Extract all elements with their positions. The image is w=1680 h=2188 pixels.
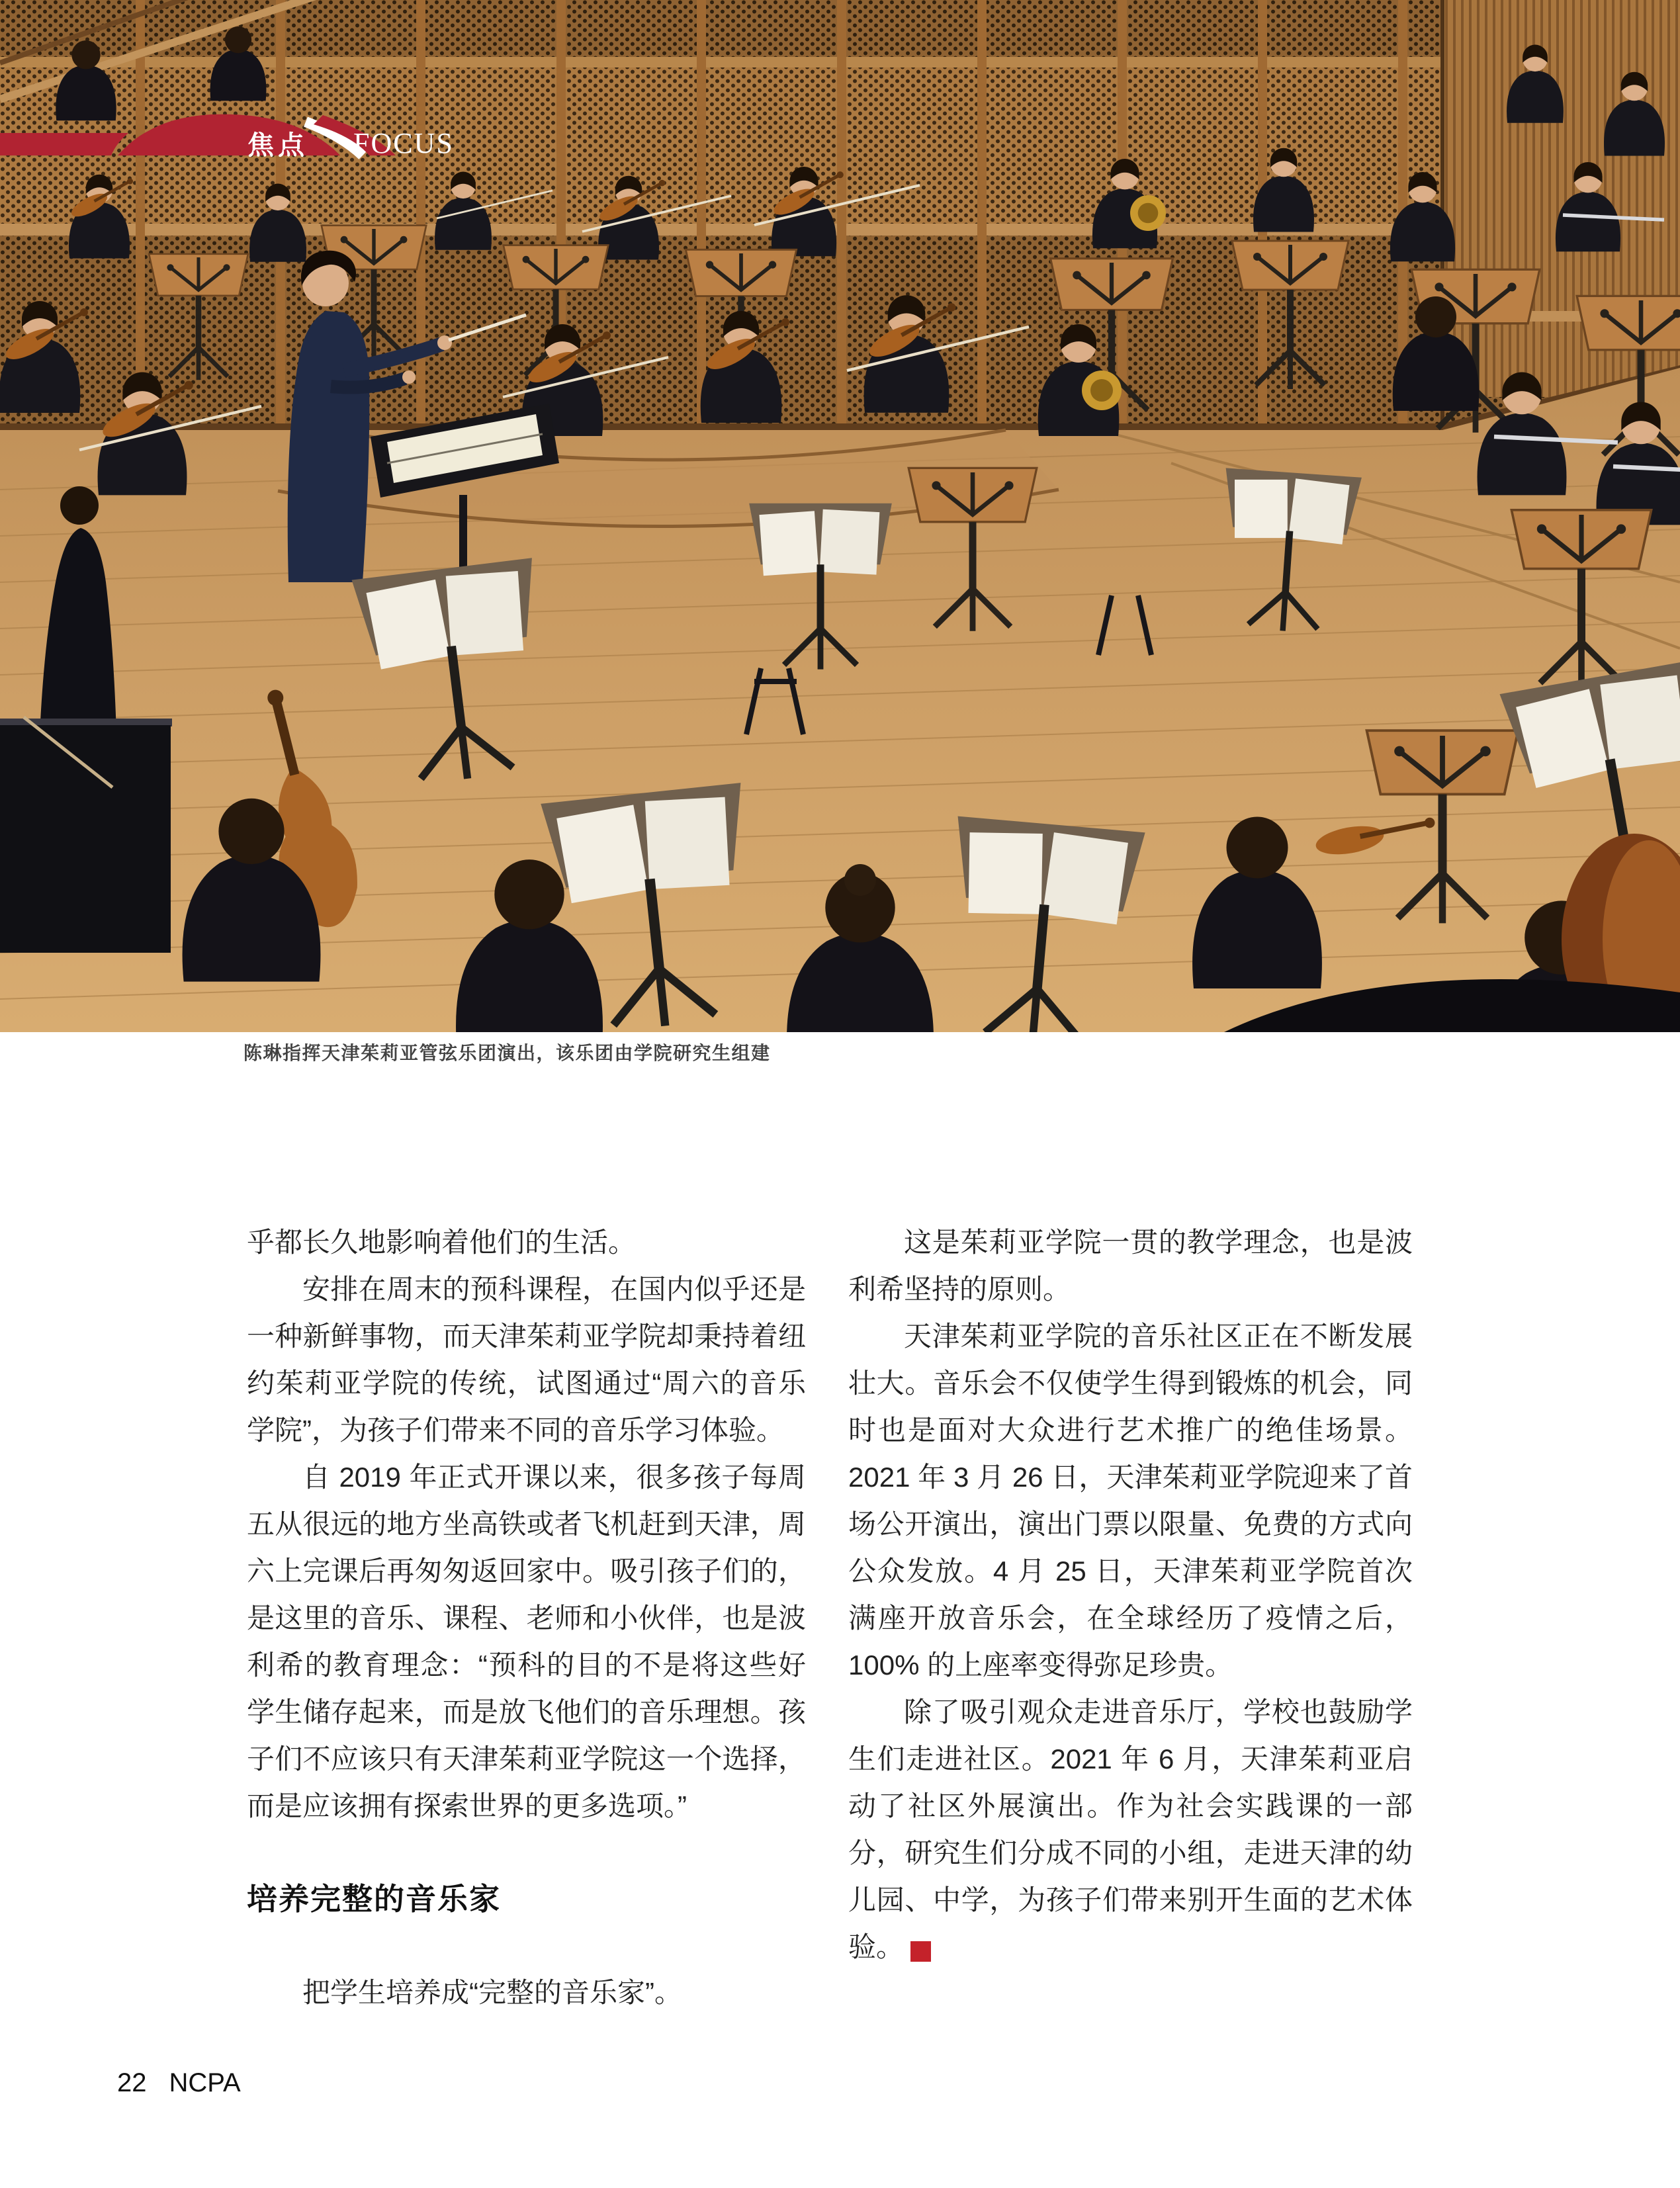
body-paragraph: 自 2019 年正式开课以来，很多孩子每周五从很远的地方坐高铁或者飞机赶到天津，周六上完课后再匆匆返回家中。吸引孩子们的，是这里的音乐、课程、老师和小伙伴，也是波利希的教育理念：“预科的目的不是将这些好学生储存起来，而是放飞他们的音乐理想。孩子们不应该只有天津茱莉亚学院这一个选择，而是应该拥有探索世界的更多选项。” xyxy=(247,1462,806,1821)
ncpa-end-mark-icon: NC PA xyxy=(910,1941,931,1962)
section-subheading: 培养完整的音乐家 xyxy=(247,1882,501,1916)
focus-banner xyxy=(0,105,476,161)
body-paragraph: 天津茱莉亚学院的音乐社区正在不断发展壮大。音乐会不仅使学生得到锻炼的机会，同时也是面对大众进行艺术推广的绝佳场景。2021 年 3 月 26 日，天津茱莉亚学院迎来了首场公开演出，演出门票以限量、免费的方式向公众发放。4 月 25 日，天津茱莉亚学院首次满座开放音乐会，在全球经历了疫情之后，100% 的上座率变得弥足珍贵。 xyxy=(848,1321,1413,1681)
left-column xyxy=(247,1219,806,2016)
page-footer xyxy=(117,2068,241,2098)
photo-caption: 陈琳指挥天津茱莉亚管弦乐团演出，该乐团由学院研究生组建 xyxy=(243,1043,771,1063)
body-paragraph: 乎都长久地影响着他们的生活。 xyxy=(247,1227,637,1258)
section-label-zh: 焦点 xyxy=(247,131,308,160)
body-paragraph: 这是茱莉亚学院一贯的教学理念，也是波利希坚持的原则。 xyxy=(848,1227,1413,1305)
right-column xyxy=(848,1219,1413,1970)
brand-name: NCPA xyxy=(169,2068,241,2097)
page-number: 22 xyxy=(117,2068,147,2097)
section-label-en: FOCUS xyxy=(353,127,454,159)
body-paragraph: 把学生培养成“完整的音乐家”。 xyxy=(302,1977,682,2008)
body-paragraph: 除了吸引观众走进音乐厅，学校也鼓励学生们走进社区。2021 年 6 月，天津茱莉亚启动了社区外展演出。作为社会实践课的一部分，研究生们分成不同的小组，走进天津的幼儿园、中学，为孩子们带来别开生面的艺术体验。 NC PA xyxy=(848,1696,1413,1962)
body-paragraph: 安排在周末的预科课程，在国内似乎还是一种新鲜事物，而天津茱莉亚学院却秉持着纽约茱莉亚学院的传统，试图通过“周六的音乐学院”，为孩子们带来不同的音乐学习体验。 xyxy=(247,1274,806,1446)
